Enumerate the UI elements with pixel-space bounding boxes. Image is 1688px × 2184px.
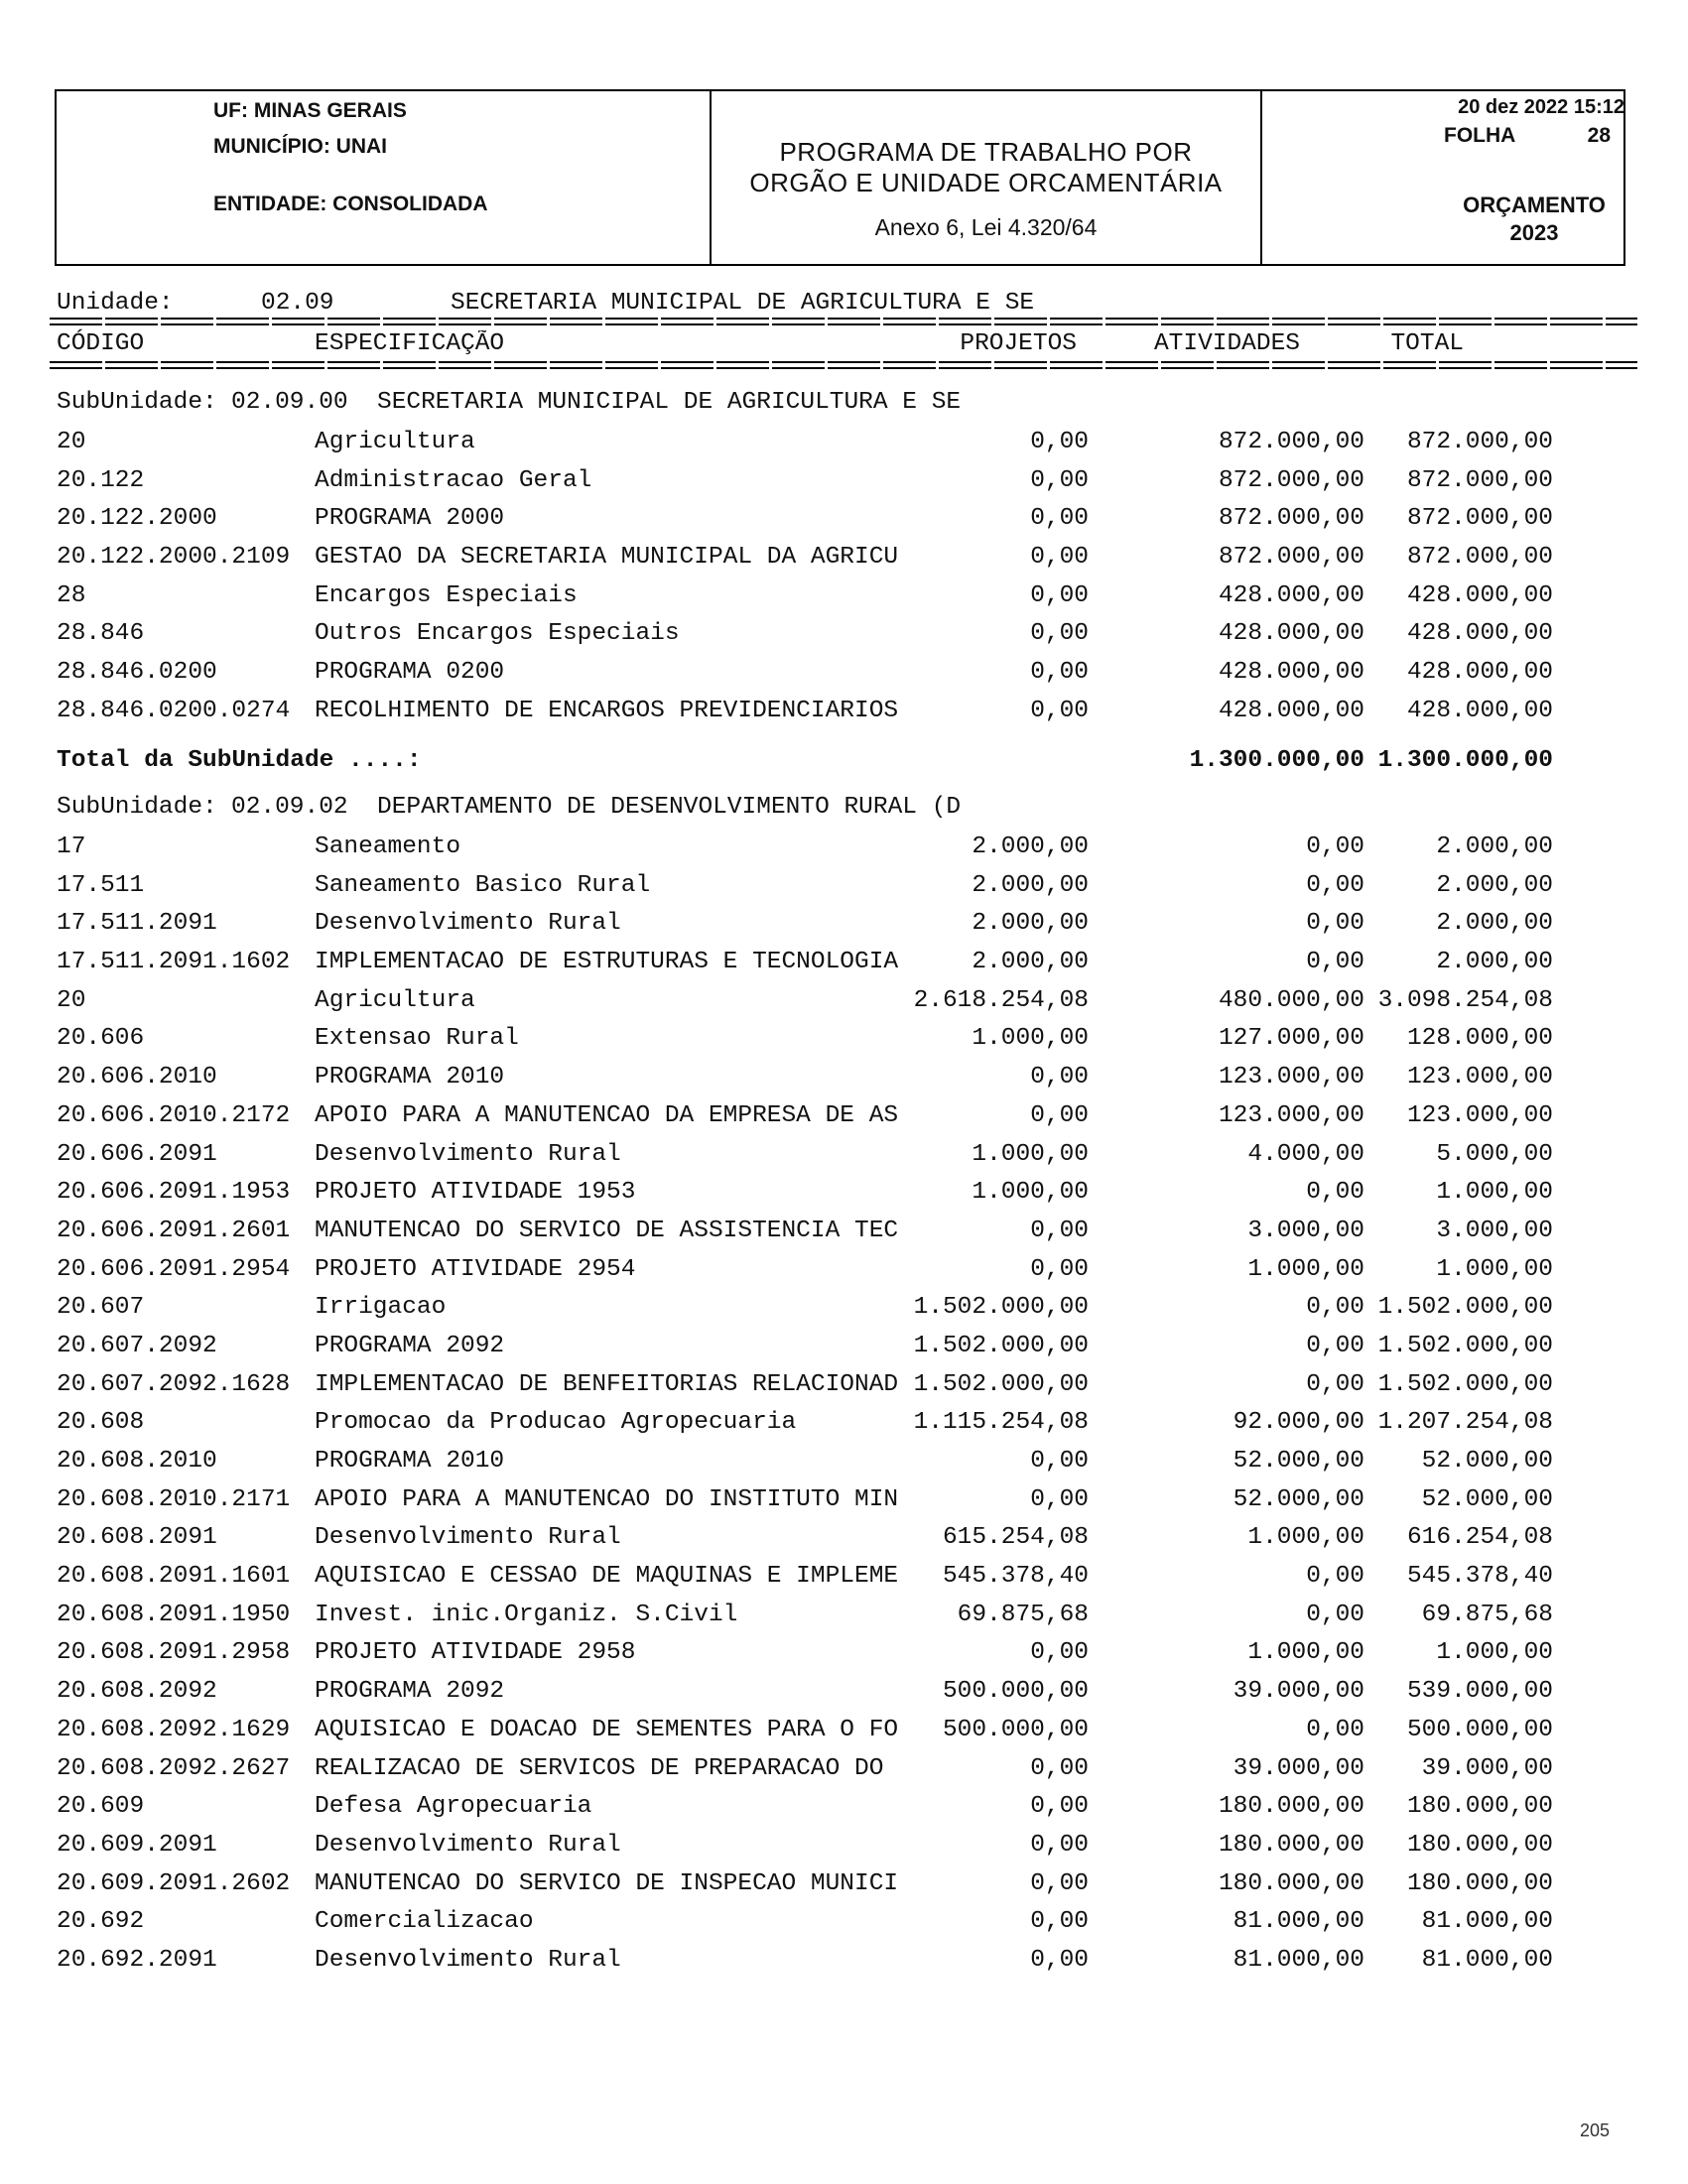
row-projetos: 0,00 bbox=[1030, 428, 1089, 455]
row-total: 872.000,00 bbox=[1406, 466, 1553, 494]
row-spec: Encargos Especiais bbox=[315, 581, 578, 609]
double-rule-top bbox=[50, 318, 1637, 327]
row-spec: MANUTENCAO DO SERVICO DE INSPECAO MUNICI bbox=[315, 1869, 899, 1897]
row-projetos: 0,00 bbox=[1030, 1908, 1089, 1936]
row-total: 1.000,00 bbox=[1436, 1255, 1553, 1283]
row-spec: Extensao Rural bbox=[315, 1025, 519, 1053]
unidade-name: SECRETARIA MUNICIPAL DE AGRICULTURA E SE bbox=[451, 290, 1035, 317]
row-spec: IMPLEMENTACAO DE BENFEITORIAS RELACIONAD bbox=[315, 1370, 899, 1398]
uf-label: UF: MINAS GERAIS bbox=[213, 99, 407, 122]
row-atividades: 872.000,00 bbox=[1218, 505, 1364, 533]
row-atividades: 52.000,00 bbox=[1233, 1448, 1364, 1476]
row-spec: IMPLEMENTACAO DE ESTRUTURAS E TECNOLOGIA bbox=[315, 949, 899, 976]
report-header-box bbox=[55, 89, 1625, 266]
subunidade-code: 02.09.00 bbox=[231, 388, 348, 416]
row-projetos: 0,00 bbox=[1030, 543, 1089, 571]
row-code: 20.606.2091.2601 bbox=[57, 1217, 291, 1244]
row-projetos: 0,00 bbox=[1030, 505, 1089, 533]
row-spec: Defesa Agropecuaria bbox=[315, 1793, 592, 1821]
row-code: 28.846 bbox=[57, 620, 145, 648]
row-spec: RECOLHIMENTO DE ENCARGOS PREVIDENCIARIOS bbox=[315, 697, 899, 724]
unidade-code: 02.09 bbox=[261, 290, 334, 317]
row-projetos: 1.000,00 bbox=[972, 1140, 1089, 1168]
row-atividades: 428.000,00 bbox=[1218, 658, 1364, 686]
row-spec: GESTAO DA SECRETARIA MUNICIPAL DA AGRICU bbox=[315, 543, 899, 571]
table-row bbox=[0, 1058, 1688, 1096]
table-row bbox=[0, 828, 1688, 866]
row-atividades: 872.000,00 bbox=[1218, 466, 1364, 494]
row-code: 20.606.2010 bbox=[57, 1064, 217, 1092]
row-total: 428.000,00 bbox=[1406, 581, 1553, 609]
row-atividades: 180.000,00 bbox=[1218, 1831, 1364, 1859]
row-spec: REALIZACAO DE SERVICOS DE PREPARACAO DO bbox=[315, 1754, 884, 1782]
row-spec: PROGRAMA 2092 bbox=[315, 1678, 505, 1706]
row-code: 20.606.2091 bbox=[57, 1140, 217, 1168]
table-row bbox=[0, 1480, 1688, 1519]
row-total: 1.502.000,00 bbox=[1377, 1370, 1553, 1398]
row-projetos: 615.254,08 bbox=[942, 1524, 1089, 1552]
table-row bbox=[0, 1787, 1688, 1826]
table-row bbox=[0, 1864, 1688, 1903]
row-projetos: 69.875,68 bbox=[957, 1601, 1089, 1628]
row-projetos: 0,00 bbox=[1030, 1869, 1089, 1897]
row-total: 1.000,00 bbox=[1436, 1179, 1553, 1207]
row-atividades: 428.000,00 bbox=[1218, 697, 1364, 724]
row-spec: PROJETO ATIVIDADE 2958 bbox=[315, 1639, 636, 1667]
row-spec: PROGRAMA 2000 bbox=[315, 505, 505, 533]
row-code: 28 bbox=[57, 581, 86, 609]
row-spec: Promocao da Producao Agropecuaria bbox=[315, 1409, 797, 1437]
row-code: 20.608.2091 bbox=[57, 1524, 217, 1552]
row-projetos: 0,00 bbox=[1030, 466, 1089, 494]
row-code: 28.846.0200.0274 bbox=[57, 697, 291, 724]
row-code: 20.608.2091.1950 bbox=[57, 1601, 291, 1628]
print-datetime: 20 dez 2022 15:12 bbox=[1458, 96, 1624, 118]
row-atividades: 0,00 bbox=[1306, 871, 1364, 899]
row-code: 20.606.2010.2172 bbox=[57, 1101, 291, 1129]
row-total: 872.000,00 bbox=[1406, 505, 1553, 533]
row-code: 17 bbox=[57, 834, 86, 861]
row-projetos: 1.502.000,00 bbox=[913, 1370, 1089, 1398]
row-atividades: 428.000,00 bbox=[1218, 581, 1364, 609]
table-row bbox=[0, 1902, 1688, 1941]
row-atividades: 428.000,00 bbox=[1218, 620, 1364, 648]
row-total: 69.875,68 bbox=[1421, 1601, 1553, 1628]
row-projetos: 0,00 bbox=[1030, 1754, 1089, 1782]
table-row bbox=[0, 1519, 1688, 1558]
row-spec: PROJETO ATIVIDADE 1953 bbox=[315, 1179, 636, 1207]
row-total: 123.000,00 bbox=[1406, 1101, 1553, 1129]
table-row bbox=[0, 1557, 1688, 1596]
table-row bbox=[0, 866, 1688, 905]
row-code: 20.608.2010.2171 bbox=[57, 1485, 291, 1513]
orcamento-label: ORÇAMENTO bbox=[1463, 193, 1606, 217]
row-atividades: 480.000,00 bbox=[1218, 986, 1364, 1014]
row-total: 1.502.000,00 bbox=[1377, 1332, 1553, 1359]
table-row bbox=[0, 1404, 1688, 1443]
row-total: 81.000,00 bbox=[1421, 1908, 1553, 1936]
row-total: 1.207.254,08 bbox=[1377, 1409, 1553, 1437]
row-spec: Outros Encargos Especiais bbox=[315, 620, 680, 648]
row-projetos: 2.000,00 bbox=[972, 834, 1089, 861]
row-spec: Invest. inic.Organiz. S.Civil bbox=[315, 1601, 738, 1628]
row-total: 180.000,00 bbox=[1406, 1869, 1553, 1897]
row-projetos: 0,00 bbox=[1030, 1639, 1089, 1667]
subunidade-name: SECRETARIA MUNICIPAL DE AGRICULTURA E SE bbox=[377, 388, 962, 416]
table-row bbox=[0, 1365, 1688, 1404]
row-code: 20.608.2091.2958 bbox=[57, 1639, 291, 1667]
row-spec: Irrigacao bbox=[315, 1294, 447, 1322]
row-code: 20.608.2092.1629 bbox=[57, 1716, 291, 1743]
row-projetos: 2.000,00 bbox=[972, 910, 1089, 938]
row-spec: Desenvolvimento Rural bbox=[315, 1946, 621, 1974]
row-projetos: 1.000,00 bbox=[972, 1179, 1089, 1207]
row-code: 20.606 bbox=[57, 1025, 145, 1053]
row-code: 20.607.2092.1628 bbox=[57, 1370, 291, 1398]
subunidade-code: 02.09.02 bbox=[231, 793, 348, 821]
row-atividades: 872.000,00 bbox=[1218, 543, 1364, 571]
orcamento-year: 2023 bbox=[1509, 220, 1559, 245]
row-spec: APOIO PARA A MANUTENCAO DA EMPRESA DE AS bbox=[315, 1101, 899, 1129]
row-code: 20.608.2091.1601 bbox=[57, 1563, 291, 1591]
row-atividades: 123.000,00 bbox=[1218, 1101, 1364, 1129]
row-total: 428.000,00 bbox=[1406, 697, 1553, 724]
table-row bbox=[0, 461, 1688, 500]
row-total: 52.000,00 bbox=[1421, 1448, 1553, 1476]
row-spec: PROJETO ATIVIDADE 2954 bbox=[315, 1255, 636, 1283]
row-projetos: 0,00 bbox=[1030, 620, 1089, 648]
row-code: 17.511.2091.1602 bbox=[57, 949, 291, 976]
row-atividades: 81.000,00 bbox=[1233, 1908, 1364, 1936]
row-projetos: 2.000,00 bbox=[972, 871, 1089, 899]
row-atividades: 872.000,00 bbox=[1218, 428, 1364, 455]
table-row bbox=[0, 1288, 1688, 1327]
row-total: 1.000,00 bbox=[1436, 1639, 1553, 1667]
row-total: 616.254,08 bbox=[1406, 1524, 1553, 1552]
table-row bbox=[0, 692, 1688, 730]
table-row bbox=[0, 905, 1688, 944]
row-spec: Desenvolvimento Rural bbox=[315, 1140, 621, 1168]
table-row bbox=[0, 1212, 1688, 1250]
row-projetos: 0,00 bbox=[1030, 1831, 1089, 1859]
row-code: 20.606.2091.2954 bbox=[57, 1255, 291, 1283]
row-atividades: 180.000,00 bbox=[1218, 1869, 1364, 1897]
row-atividades: 39.000,00 bbox=[1233, 1754, 1364, 1782]
table-row bbox=[0, 1672, 1688, 1711]
row-code: 20 bbox=[57, 428, 86, 455]
header-divider-left bbox=[710, 91, 712, 264]
row-atividades: 123.000,00 bbox=[1218, 1064, 1364, 1092]
table-row bbox=[0, 499, 1688, 538]
row-atividades: 1.000,00 bbox=[1247, 1524, 1364, 1552]
unidade-label: Unidade: bbox=[57, 290, 174, 317]
row-spec: Administracao Geral bbox=[315, 466, 592, 494]
subunidade-name: DEPARTAMENTO DE DESENVOLVIMENTO RURAL (D bbox=[377, 793, 962, 821]
row-projetos: 0,00 bbox=[1030, 1485, 1089, 1513]
row-spec: Agricultura bbox=[315, 986, 475, 1014]
row-projetos: 1.502.000,00 bbox=[913, 1332, 1089, 1359]
row-spec: Comercializacao bbox=[315, 1908, 534, 1936]
row-projetos: 0,00 bbox=[1030, 697, 1089, 724]
row-projetos: 1.115.254,08 bbox=[913, 1409, 1089, 1437]
row-spec: Saneamento Basico Rural bbox=[315, 871, 651, 899]
row-atividades: 52.000,00 bbox=[1233, 1485, 1364, 1513]
row-total: 428.000,00 bbox=[1406, 658, 1553, 686]
row-code: 20.608 bbox=[57, 1409, 145, 1437]
row-atividades: 0,00 bbox=[1306, 1294, 1364, 1322]
folha-value: 28 bbox=[1587, 124, 1611, 147]
col-total: TOTAL bbox=[1390, 329, 1464, 357]
row-total: 539.000,00 bbox=[1406, 1678, 1553, 1706]
row-code: 17.511 bbox=[57, 871, 145, 899]
row-code: 20.692.2091 bbox=[57, 1946, 217, 1974]
row-total: 180.000,00 bbox=[1406, 1793, 1553, 1821]
row-projetos: 2.618.254,08 bbox=[913, 986, 1089, 1014]
table-row bbox=[0, 1096, 1688, 1135]
col-projetos: PROJETOS bbox=[960, 329, 1077, 357]
table-row bbox=[0, 1327, 1688, 1365]
row-code: 20.122 bbox=[57, 466, 145, 494]
table-row bbox=[0, 1711, 1688, 1749]
row-total: 3.000,00 bbox=[1436, 1217, 1553, 1244]
row-projetos: 1.000,00 bbox=[972, 1025, 1089, 1053]
row-atividades: 0,00 bbox=[1306, 834, 1364, 861]
report-subtitle: Anexo 6, Lei 4.320/64 bbox=[874, 214, 1098, 240]
row-atividades: 0,00 bbox=[1306, 1332, 1364, 1359]
unidade-row bbox=[0, 290, 1688, 317]
row-spec: APOIO PARA A MANUTENCAO DO INSTITUTO MIN bbox=[315, 1485, 899, 1513]
table-row bbox=[0, 423, 1688, 461]
table-body bbox=[0, 381, 1688, 1980]
table-row bbox=[0, 1826, 1688, 1864]
table-row bbox=[0, 1135, 1688, 1174]
table-row bbox=[0, 1173, 1688, 1212]
row-total: 2.000,00 bbox=[1436, 834, 1553, 861]
row-projetos: 0,00 bbox=[1030, 1448, 1089, 1476]
row-projetos: 500.000,00 bbox=[942, 1716, 1089, 1743]
row-atividades: 81.000,00 bbox=[1233, 1946, 1364, 1974]
subunidade-total-row bbox=[0, 742, 1688, 781]
row-spec: Desenvolvimento Rural bbox=[315, 910, 621, 938]
row-spec: Saneamento bbox=[315, 834, 461, 861]
row-atividades: 0,00 bbox=[1306, 1716, 1364, 1743]
row-code: 20.122.2000.2109 bbox=[57, 543, 291, 571]
row-projetos: 0,00 bbox=[1030, 658, 1089, 686]
row-total: 2.000,00 bbox=[1436, 949, 1553, 976]
row-spec: MANUTENCAO DO SERVICO DE ASSISTENCIA TEC bbox=[315, 1217, 899, 1244]
row-total: 123.000,00 bbox=[1406, 1064, 1553, 1092]
row-total: 545.378,40 bbox=[1406, 1563, 1553, 1591]
row-code: 20.692 bbox=[57, 1908, 145, 1936]
row-code: 20.607 bbox=[57, 1294, 145, 1322]
row-code: 20.607.2092 bbox=[57, 1332, 217, 1359]
row-spec: AQUISICAO E DOACAO DE SEMENTES PARA O FO bbox=[315, 1716, 899, 1743]
row-total: 128.000,00 bbox=[1406, 1025, 1553, 1053]
table-row bbox=[0, 943, 1688, 981]
row-atividades: 1.000,00 bbox=[1247, 1639, 1364, 1667]
row-spec: PROGRAMA 2010 bbox=[315, 1448, 505, 1476]
double-rule-bottom bbox=[50, 361, 1637, 371]
row-atividades: 0,00 bbox=[1306, 949, 1364, 976]
row-projetos: 0,00 bbox=[1030, 1255, 1089, 1283]
row-projetos: 0,00 bbox=[1030, 1946, 1089, 1974]
report-title-line2: ORGÃO E UNIDADE ORCAMENTÁRIA bbox=[749, 168, 1223, 197]
row-projetos: 0,00 bbox=[1030, 1101, 1089, 1129]
report-title-line1: PROGRAMA DE TRABALHO POR bbox=[779, 137, 1193, 167]
header-divider-right bbox=[1260, 91, 1262, 264]
table-row bbox=[0, 1442, 1688, 1480]
row-atividades: 39.000,00 bbox=[1233, 1678, 1364, 1706]
row-atividades: 127.000,00 bbox=[1218, 1025, 1364, 1053]
col-codigo: CÓDIGO bbox=[57, 329, 145, 357]
row-code: 20 bbox=[57, 986, 86, 1014]
row-code: 20.608.2092 bbox=[57, 1678, 217, 1706]
table-row bbox=[0, 1596, 1688, 1634]
row-atividades: 0,00 bbox=[1306, 1370, 1364, 1398]
table-row bbox=[0, 577, 1688, 615]
table-row bbox=[0, 1749, 1688, 1788]
row-atividades: 0,00 bbox=[1306, 910, 1364, 938]
row-atividades: 1.000,00 bbox=[1247, 1255, 1364, 1283]
row-atividades: 180.000,00 bbox=[1218, 1793, 1364, 1821]
row-code: 20.606.2091.1953 bbox=[57, 1179, 291, 1207]
row-total: 81.000,00 bbox=[1421, 1946, 1553, 1974]
table-row bbox=[0, 614, 1688, 653]
row-code: 17.511.2091 bbox=[57, 910, 217, 938]
row-code: 20.122.2000 bbox=[57, 505, 217, 533]
row-total: 2.000,00 bbox=[1436, 910, 1553, 938]
row-code: 20.609.2091.2602 bbox=[57, 1869, 291, 1897]
row-code: 28.846.0200 bbox=[57, 658, 217, 686]
subunidade-total-label: Total da SubUnidade ....: bbox=[57, 747, 422, 775]
subunidade-row bbox=[0, 381, 1688, 423]
row-projetos: 0,00 bbox=[1030, 1064, 1089, 1092]
row-spec: Desenvolvimento Rural bbox=[315, 1831, 621, 1859]
table-row bbox=[0, 981, 1688, 1020]
row-projetos: 545.378,40 bbox=[942, 1563, 1089, 1591]
row-code: 20.608.2010 bbox=[57, 1448, 217, 1476]
table-column-header bbox=[0, 327, 1688, 359]
row-atividades: 4.000,00 bbox=[1247, 1140, 1364, 1168]
row-projetos: 2.000,00 bbox=[972, 949, 1089, 976]
row-atividades: 0,00 bbox=[1306, 1601, 1364, 1628]
folha-label: FOLHA bbox=[1444, 124, 1516, 147]
subunidade-total-atividades: 1.300.000,00 bbox=[1189, 747, 1364, 775]
folha-row bbox=[1444, 124, 1624, 148]
row-total: 872.000,00 bbox=[1406, 428, 1553, 455]
row-projetos: 1.502.000,00 bbox=[913, 1294, 1089, 1322]
row-total: 3.098.254,08 bbox=[1377, 986, 1553, 1014]
row-spec: PROGRAMA 2010 bbox=[315, 1064, 505, 1092]
row-atividades: 0,00 bbox=[1306, 1563, 1364, 1591]
table-row bbox=[0, 1250, 1688, 1289]
table-row bbox=[0, 1634, 1688, 1673]
col-atividades: ATIVIDADES bbox=[1153, 329, 1300, 357]
col-especificacao: ESPECIFICAÇÃO bbox=[315, 329, 505, 357]
municipio-label: MUNICÍPIO: UNAI bbox=[213, 135, 387, 158]
row-total: 872.000,00 bbox=[1406, 543, 1553, 571]
report-title bbox=[714, 137, 1258, 198]
table-row bbox=[0, 1020, 1688, 1059]
row-spec: AQUISICAO E CESSAO DE MAQUINAS E IMPLEME bbox=[315, 1563, 899, 1591]
row-atividades: 92.000,00 bbox=[1233, 1409, 1364, 1437]
table-row bbox=[0, 1941, 1688, 1980]
row-atividades: 3.000,00 bbox=[1247, 1217, 1364, 1244]
row-projetos: 0,00 bbox=[1030, 581, 1089, 609]
row-spec: PROGRAMA 2092 bbox=[315, 1332, 505, 1359]
subunidade-row bbox=[0, 786, 1688, 828]
row-code: 20.608.2092.2627 bbox=[57, 1754, 291, 1782]
row-atividades: 0,00 bbox=[1306, 1179, 1364, 1207]
row-total: 1.502.000,00 bbox=[1377, 1294, 1553, 1322]
entidade-label: ENTIDADE: CONSOLIDADA bbox=[213, 193, 488, 215]
table-row bbox=[0, 653, 1688, 692]
row-spec: Agricultura bbox=[315, 428, 475, 455]
subunidade-label: SubUnidade: bbox=[57, 388, 217, 416]
table-row bbox=[0, 538, 1688, 577]
row-total: 5.000,00 bbox=[1436, 1140, 1553, 1168]
row-code: 20.609.2091 bbox=[57, 1831, 217, 1859]
row-total: 180.000,00 bbox=[1406, 1831, 1553, 1859]
row-code: 20.609 bbox=[57, 1793, 145, 1821]
row-total: 500.000,00 bbox=[1406, 1716, 1553, 1743]
subunidade-label: SubUnidade: bbox=[57, 793, 217, 821]
row-total: 2.000,00 bbox=[1436, 871, 1553, 899]
row-total: 52.000,00 bbox=[1421, 1485, 1553, 1513]
row-projetos: 500.000,00 bbox=[942, 1678, 1089, 1706]
row-total: 39.000,00 bbox=[1421, 1754, 1553, 1782]
page-number: 205 bbox=[1580, 2120, 1611, 2140]
row-projetos: 0,00 bbox=[1030, 1793, 1089, 1821]
subunidade-total-total: 1.300.000,00 bbox=[1377, 747, 1553, 775]
row-projetos: 0,00 bbox=[1030, 1217, 1089, 1244]
row-spec: Desenvolvimento Rural bbox=[315, 1524, 621, 1552]
row-spec: PROGRAMA 0200 bbox=[315, 658, 505, 686]
row-total: 428.000,00 bbox=[1406, 620, 1553, 648]
